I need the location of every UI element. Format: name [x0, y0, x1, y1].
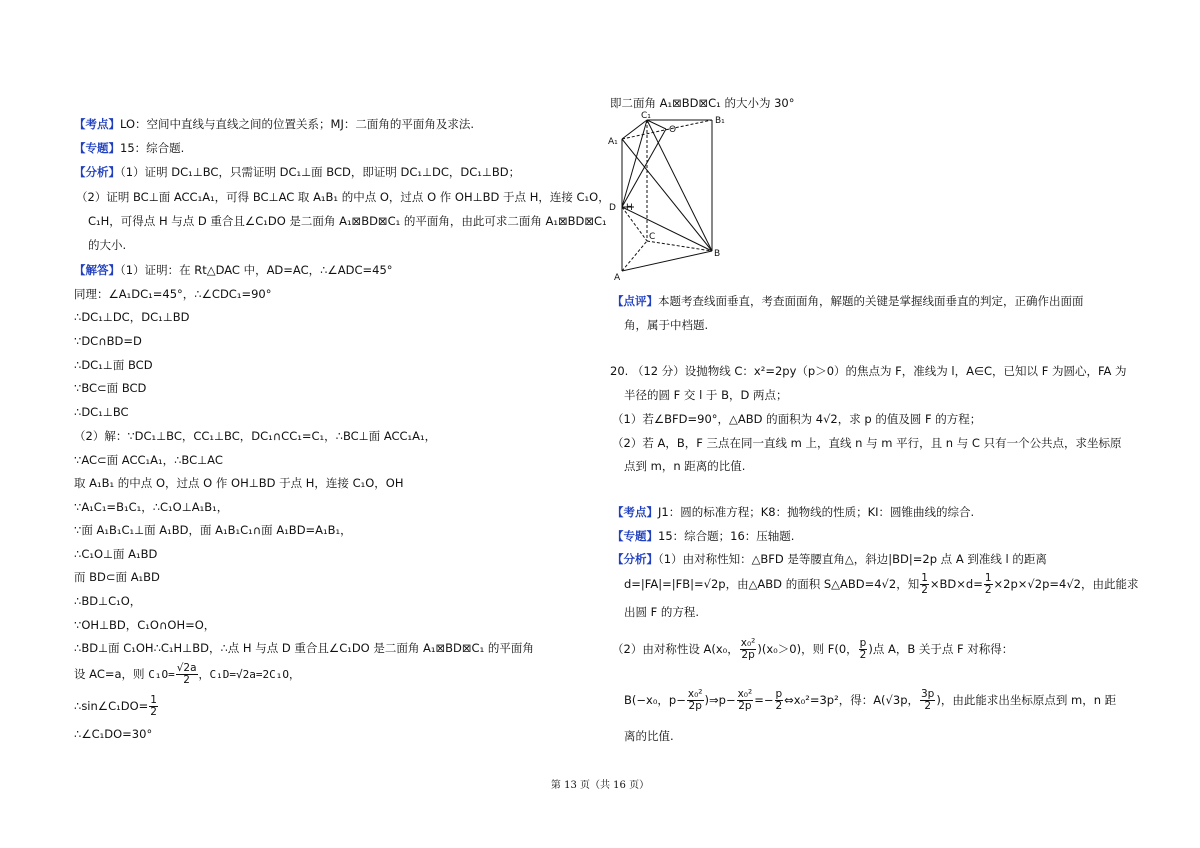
- proof-line-formula: [74, 663, 300, 686]
- fenxi-line-3: C₁H，可得点 H 与点 D 重合且∠C₁DO 是二面角 A₁⊠BD⊠C₁ 的平面角，由此可求二面角 A₁⊠BD⊠C₁: [88, 214, 607, 228]
- fenxi-tag-2: 【分析】: [612, 552, 658, 566]
- fraction: [984, 573, 993, 596]
- formula-middle: ×BD×d=: [929, 577, 983, 592]
- fraction-denominator: 2p: [738, 700, 752, 713]
- fraction-denominator: 2p: [688, 700, 702, 713]
- fraction-numerator: p: [859, 637, 867, 649]
- fraction-denominator: 2: [775, 700, 783, 713]
- question-20-line-3: （1）若∠BFD=90°，△ABD 的面积为 4√2，求 p 的值及圆 F 的方程；: [612, 412, 982, 426]
- formula-suffix: )点 A，B 关于点 F 对称得：: [868, 642, 1014, 657]
- label-h: H: [626, 203, 633, 213]
- kaodian-line-2: [612, 505, 974, 521]
- fraction-denominator: 2: [921, 584, 928, 597]
- formula-prefix: B(−x₀，p−: [624, 693, 686, 708]
- fraction-numerator: x₀²: [737, 688, 753, 700]
- label-a1: A₁: [608, 137, 618, 147]
- proof-line: ∵AC⊂面 ACC₁A₁，∴BC⊥AC: [74, 453, 223, 467]
- proof-line: ∴DC₁⊥面 BCD: [74, 358, 153, 372]
- proof-line: ∴C₁O⊥面 A₁BD: [74, 547, 158, 561]
- fenxi-line-r4: [612, 638, 1013, 661]
- fraction: [920, 573, 929, 596]
- label-c1: C₁: [641, 111, 651, 121]
- edge: [647, 120, 712, 251]
- proof-line: 而 BD⊂面 A₁BD: [74, 570, 160, 584]
- fraction: [687, 689, 704, 712]
- formula-prefix: ∴sin∠C₁DO=: [74, 699, 149, 714]
- kaodian-tag-2: 【考点】: [612, 505, 658, 519]
- question-20-line-5: 点到 m，n 距离的比值.: [624, 459, 746, 473]
- label-o: O: [669, 125, 677, 135]
- fraction-denominator: 2: [924, 700, 932, 713]
- fenxi-line-r5: [624, 689, 1116, 712]
- formula-part: )⇒p−: [704, 693, 736, 708]
- question-20-line-1: 20. （12 分）设抛物线 C：x²=2py（p＞0）的焦点为 F，准线为 l，A∈C，已知以 F 为圆心，FA 为: [610, 364, 1127, 378]
- zhuanti-tag-2: 【专题】: [612, 529, 658, 543]
- fenxi-line-r1: [612, 552, 1047, 568]
- formula-part: ⇔x₀²=3p²，得：A(√3p，: [784, 693, 919, 708]
- proof-line: （2）解：∵DC₁⊥BC，CC₁⊥BC，DC₁∩CC₁=C₁，∴BC⊥面 ACC₁A₁，: [74, 429, 437, 443]
- kaodian-line: [74, 117, 474, 133]
- formula-term: C₁O=: [148, 668, 175, 682]
- fraction-numerator: √2a: [176, 662, 197, 674]
- kaodian-text: LO：空间中直线与直线之间的位置关系；MJ：二面角的平面角及求法.: [120, 117, 475, 131]
- kaodian-text-2: J1：圆的标准方程；K8：抛物线的性质；KI：圆锥曲线的综合.: [658, 505, 975, 519]
- fraction-denominator: 2: [150, 706, 157, 719]
- fenxi-tag: 【分析】: [74, 165, 120, 179]
- jieda-line: [74, 263, 393, 279]
- proof-line: ∴DC₁⊥DC，DC₁⊥BD: [74, 310, 190, 324]
- fraction-denominator: 2: [859, 649, 867, 662]
- zhuanti-line-2: [612, 529, 794, 545]
- proof-line: 取 A₁B₁ 的中点 O，过点 O 作 OH⊥BD 于点 H，连接 C₁O，OH: [74, 476, 404, 490]
- zhuanti-tag: 【专题】: [74, 141, 120, 155]
- dianping-line-2: 角，属于中档题.: [624, 318, 709, 332]
- proof-line: ∴∠C₁DO=30°: [74, 727, 153, 741]
- proof-line: ∵DC∩BD=D: [74, 334, 142, 348]
- edge: [622, 139, 712, 251]
- fraction-numerator: 1: [921, 572, 928, 584]
- proof-line: ∵BC⊂面 BCD: [74, 381, 147, 395]
- proof-line: ∴BD⊥C₁O，: [74, 594, 142, 608]
- label-b1: B₁: [715, 116, 725, 126]
- proof-line: ∴BD⊥面 C₁OH∴C₁H⊥BD，∴点 H 与点 D 重合且∠C₁DO 是二面角 A₁⊠BD⊠C₁ 的平面角: [74, 641, 534, 655]
- fraction: [176, 663, 198, 686]
- question-20-line-4: （2）若 A，B，F 三点在同一直线 m 上，直线 n 与 m 平行，且 n 与 C 只有一个公共点，求坐标原: [612, 436, 1122, 450]
- fraction-numerator: p: [775, 688, 783, 700]
- edge: [622, 129, 666, 207]
- fenxi-line-r6: 离的比值.: [624, 729, 674, 743]
- formula-suffix: )，由此能求出坐标原点到 m，n 距: [936, 693, 1117, 708]
- formula-middle: )(x₀＞0)，则 F(0，: [757, 642, 858, 657]
- fraction: [737, 689, 754, 712]
- page-footer: 第 13 页（共 16 页）: [550, 780, 650, 791]
- fraction-denominator: 2: [984, 584, 992, 597]
- label-a: A: [614, 273, 621, 283]
- conclusion-line: 即二面角 A₁⊠BD⊠C₁ 的大小为 30°: [610, 96, 795, 110]
- zhuanti-text-2: 15：综合题；16：压轴题.: [658, 529, 795, 543]
- label-b: B: [714, 249, 721, 259]
- formula-suffix: ×2p×√2p=4√2，由此能求: [993, 577, 1139, 592]
- formula-prefix: （2）由对称性设 A(x₀，: [612, 642, 739, 657]
- fraction: [775, 689, 784, 712]
- proof-line: ∴DC₁⊥BC: [74, 405, 129, 419]
- fraction: [920, 689, 935, 712]
- fenxi-line-r2: [624, 573, 1138, 596]
- fraction: [740, 638, 757, 661]
- fraction-denominator: 2p: [741, 649, 755, 662]
- label-d: D: [609, 203, 616, 213]
- fraction-denominator: 2: [183, 674, 190, 687]
- formula-prefix: d=|FA|=|FB|=√2p，由△ABD 的面积 S△ABD=4√2，知: [624, 577, 920, 592]
- kaodian-tag: 【考点】: [74, 117, 120, 131]
- edge: [647, 120, 666, 129]
- prism-diagram: [608, 111, 738, 283]
- zhuanti-line: [74, 141, 184, 157]
- dianping-line-1: [612, 294, 1084, 310]
- proof-line: ∵OH⊥BD，C₁O∩OH=O，: [74, 618, 216, 632]
- fenxi-text-r1: （1）由对称性知：△BFD 是等腰直角△，斜边|BD|=2p 点 A 到准线 l 的距离: [658, 552, 1047, 566]
- jieda-tag: 【解答】: [74, 263, 120, 277]
- fenxi-line-r3: 出圆 F 的方程.: [624, 605, 700, 619]
- dianping-text-1: 本题考查线面垂直，考查面面角，解题的关键是掌握线面垂直的判定，正确作出面面: [658, 294, 1084, 308]
- edge: [622, 251, 712, 271]
- label-c: C: [649, 232, 656, 242]
- dianping-tag: 【点评】: [612, 294, 658, 308]
- proof-line-formula: [74, 695, 159, 718]
- fraction-numerator: 3p: [921, 688, 935, 700]
- formula-suffix: ，C₁D=√2a=2C₁O，: [198, 668, 300, 682]
- fraction-numerator: 1: [150, 694, 157, 706]
- question-20-line-2: 半径的圆 F 交 l 于 B，D 两点；: [624, 388, 788, 402]
- fraction-numerator: x₀²: [687, 688, 703, 700]
- fenxi-text-1: （1）证明 DC₁⊥BC，只需证明 DC₁⊥面 BCD，即证明 DC₁⊥DC，DC₁⊥BD；: [120, 165, 521, 179]
- fraction-numerator: 1: [984, 572, 992, 584]
- jieda-text: （1）证明：在 Rt△DAC 中，AD=AC，∴∠ADC=45°: [120, 263, 393, 277]
- formula-prefix: 设 AC=a，则: [74, 667, 145, 682]
- proof-line: 同理：∠A₁DC₁=45°，∴∠CDC₁=90°: [74, 287, 272, 301]
- fenxi-line-1: [74, 165, 520, 181]
- proof-line: ∵A₁C₁=B₁C₁，∴C₁O⊥A₁B₁，: [74, 500, 229, 514]
- fraction: [859, 638, 868, 661]
- fraction: [149, 695, 158, 718]
- proof-line: ∵面 A₁B₁C₁⊥面 A₁BD，面 A₁B₁C₁∩面 A₁BD=A₁B₁，: [74, 523, 352, 537]
- zhuanti-text: 15：综合题.: [120, 141, 185, 155]
- formula-part: =−: [754, 693, 774, 708]
- edge: [622, 120, 712, 139]
- fraction-numerator: x₀²: [740, 637, 756, 649]
- edge: [622, 120, 647, 207]
- fenxi-line-2: （2）证明 BC⊥面 ACC₁A₁，可得 BC⊥AC 取 A₁B₁ 的中点 O，过点 O 作 OH⊥BD 于点 H，连接 C₁O，: [76, 190, 610, 204]
- fenxi-line-4: 的大小.: [88, 238, 127, 252]
